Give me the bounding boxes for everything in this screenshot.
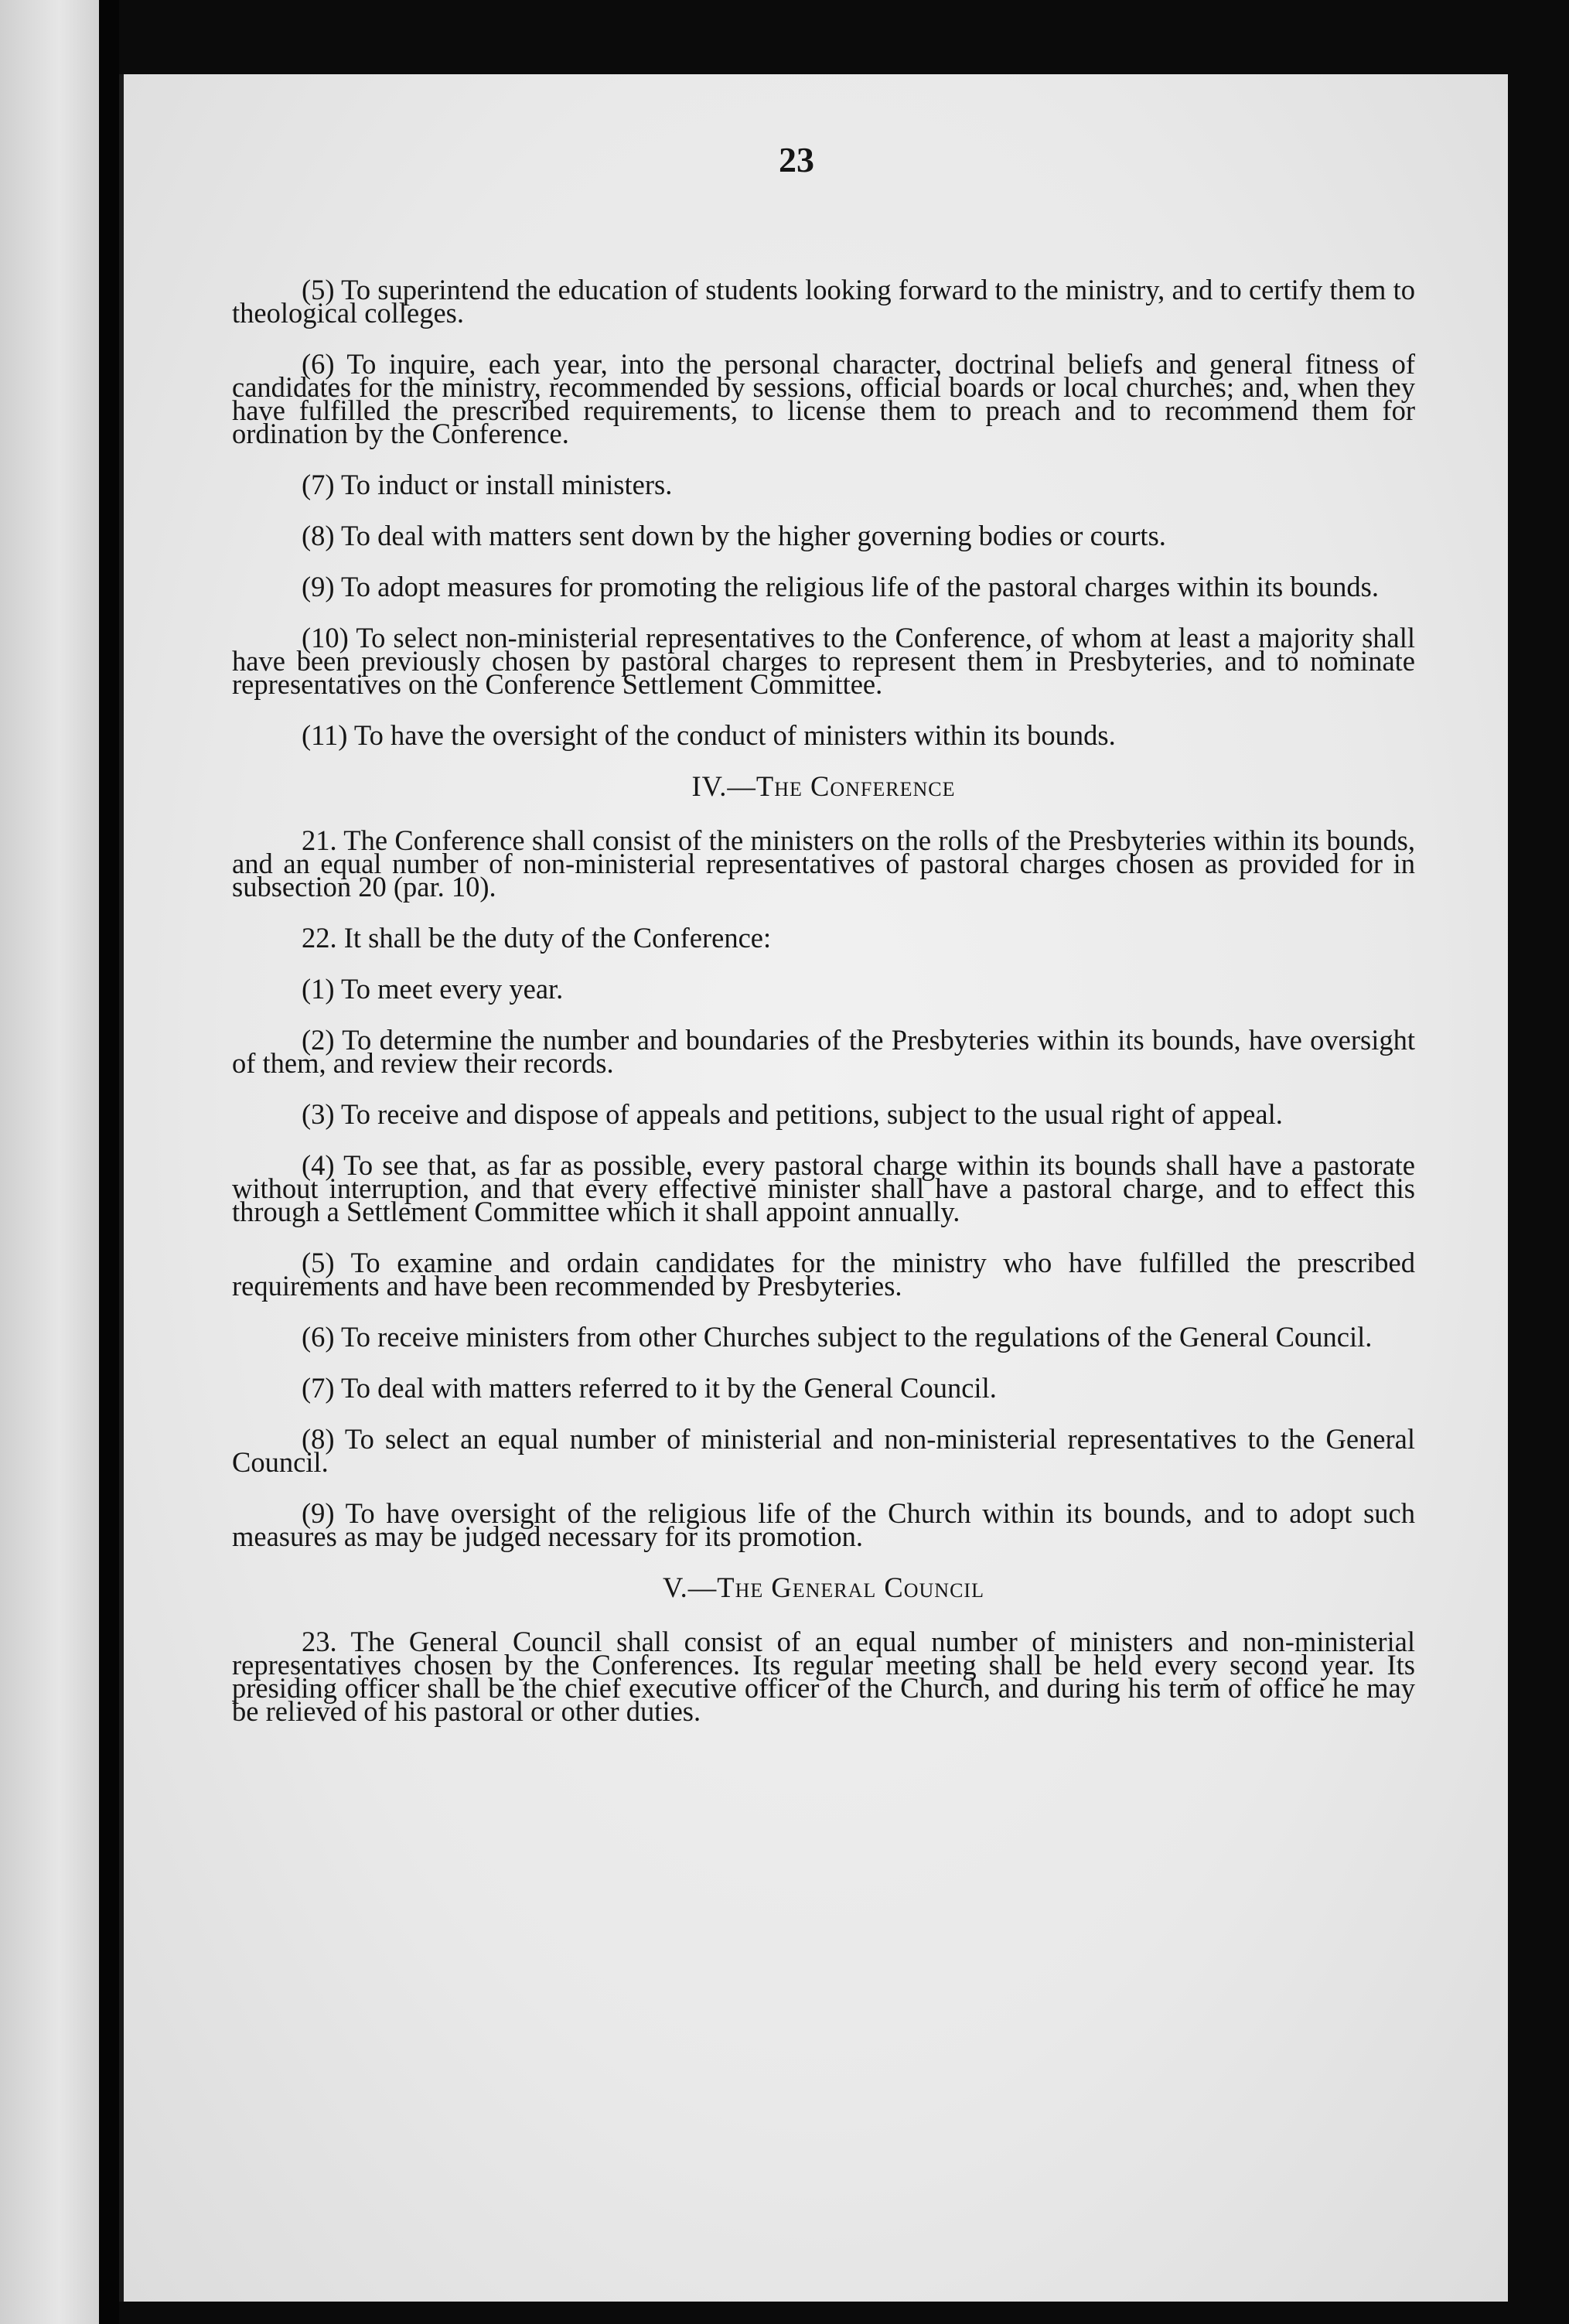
paragraph: (4) To see that, as far as possible, every pastoral charge within its bounds shall have a pastorate without interruption, and that every effective minister shall have a pastoral charge, and to effect this through a Settlement Committee which it shall appoint annually. — [232, 1149, 1415, 1227]
section-heading: V.—The General Council — [663, 1572, 984, 1603]
paragraph: (3) To receive and dispose of appeals and petitions, subject to the usual right of appeal. — [302, 1098, 1283, 1130]
paragraph: (10) To select non-ministerial representatives to the Conference, of whom at least a majority shall have been previously chosen by pastoral charges to represent them in Presbyteries, and to nominate representatives on the Conference Settlement Committee. — [232, 622, 1415, 700]
paragraph: (9) To have oversight of the religious life of the Church within its bounds, and to adopt such measures as may be judged necessary for its promotion. — [232, 1497, 1415, 1552]
binding-gutter — [99, 0, 119, 2324]
paragraph: (6) To receive ministers from other Churches subject to the regulations of the General Council. — [302, 1321, 1373, 1353]
paragraph: (9) To adopt measures for promoting the religious life of the pastoral charges within its bounds. — [302, 571, 1379, 602]
paragraph: (6) To inquire, each year, into the personal character, doctrinal beliefs and general fitness of candidates for the ministry, recommended by sessions, official boards or local churches; and, when they have fulfilled the prescribed requirements, to license them to preach and to recommend them for ordination by the Conference. — [232, 348, 1415, 449]
page-body — [232, 274, 1415, 1751]
paragraph: (5) To superintend the education of students looking forward to the ministry, and to certify them to theological colleges. — [232, 274, 1415, 329]
paragraph: 23. The General Council shall consist of an equal number of ministers and non-ministerial representatives chosen by the Conferences. Its regular meeting shall be held every second year. Its presiding officer shall be the chief executive officer of the Church, and during his term of office he may be relieved of his pastoral or other duties. — [232, 1626, 1415, 1727]
paragraph: 21. The Conference shall consist of the ministers on the rolls of the Presbyteries within its bounds, and an equal number of non-ministerial representatives of pastoral charges chosen as provided for in subsection 20 (par. 10). — [232, 824, 1415, 903]
paragraph: (7) To deal with matters referred to it by the General Council. — [302, 1372, 997, 1404]
paragraph: (8) To select an equal number of ministerial and non-ministerial representatives to the General Council. — [232, 1423, 1415, 1478]
paragraph: (11) To have the oversight of the conduct of ministers within its bounds. — [302, 719, 1116, 751]
paragraph: (5) To examine and ordain candidates for the ministry who have fulfilled the prescribed requirements and have been recommended by Presbyteries. — [232, 1247, 1415, 1302]
paragraph: 22. It shall be the duty of the Conference: — [302, 922, 772, 954]
page-number: 23 — [779, 140, 814, 179]
previous-page-edge — [0, 0, 99, 2324]
paragraph: (1) To meet every year. — [302, 973, 564, 1005]
paragraph: (2) To determine the number and boundaries of the Presbyteries within its bounds, have oversight of them, and review their records. — [232, 1024, 1415, 1079]
paragraph: (8) To deal with matters sent down by the higher governing bodies or courts. — [302, 520, 1166, 551]
paragraph: (7) To induct or install ministers. — [302, 469, 673, 500]
section-heading: IV.—The Conference — [691, 770, 956, 802]
